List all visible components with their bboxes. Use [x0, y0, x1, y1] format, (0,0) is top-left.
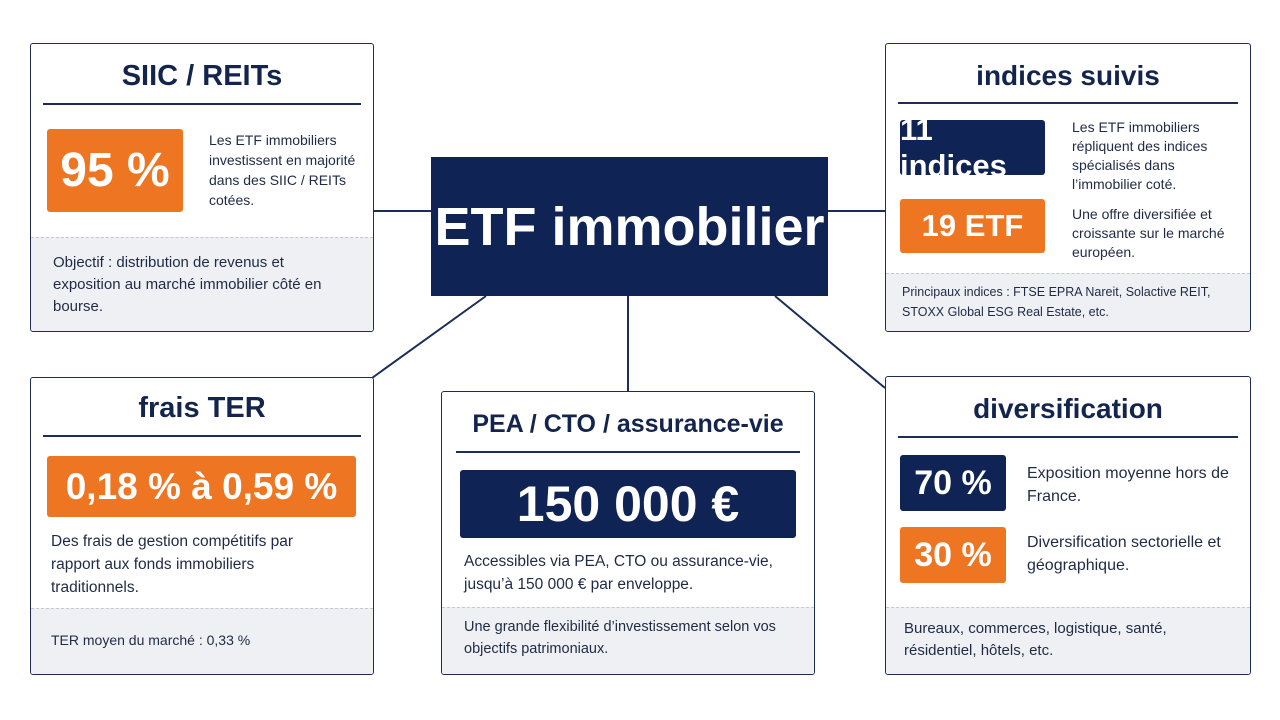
connector-ter: [372, 296, 486, 378]
center-title-box: [431, 157, 828, 296]
card-footer: [31, 237, 373, 331]
stat-badge-abroad: 70 %: [900, 455, 1006, 511]
card-frais-ter: [30, 377, 374, 675]
title-divider: [456, 451, 800, 453]
card-siic-reits: [30, 43, 374, 332]
title-divider: [43, 435, 361, 437]
card-footer: [442, 607, 814, 674]
title-divider: [43, 103, 361, 105]
title-divider: [898, 102, 1238, 104]
stat-badge-indices: 11 indices: [900, 120, 1045, 175]
stat-description-abroad: Exposition moyenne hors de France.: [1027, 465, 1229, 505]
title-divider: [898, 436, 1238, 438]
card-pea-cto-assurance-vie: [441, 391, 815, 675]
stat-badge: 0,18 % à 0,59 %: [47, 456, 356, 517]
stat-description: Les ETF immobiliers investissent en majorité dans des SIIC / REITs cotées.: [209, 132, 356, 208]
stat-description-indices: Les ETF immobiliers répliquent des indices spécialisés dans l’immobilier coté.: [1072, 119, 1208, 192]
stat-badge-sectoral: 30 %: [900, 527, 1006, 583]
card-title: PEA / CTO / assurance-vie: [472, 410, 784, 438]
footer-text: Objectif : distribution de revenus et exposition au marché immobilier côté en bourse.: [53, 254, 322, 315]
footer-text: Bureaux, commerces, logistique, santé, résidentiel, hôtels, etc.: [904, 620, 1167, 659]
stat-badge: 150 000 €: [460, 470, 796, 538]
stat-description-etf: Une offre diversifiée et croissante sur le marché européen.: [1072, 206, 1225, 260]
card-title: indices suivis: [976, 60, 1160, 91]
card-footer: [886, 607, 1250, 674]
center-title: ETF immobilier: [434, 196, 825, 257]
card-diversification: [885, 376, 1251, 675]
card-footer: [886, 273, 1250, 331]
card-indices-suivis: [885, 43, 1251, 332]
footer-text: Une grande flexibilité d’investissement selon vos objectifs patrimoniaux.: [464, 619, 776, 657]
stat-badge-etf: 19 ETF: [900, 199, 1045, 253]
stat-description-sectoral: Diversification sectorielle et géographique.: [1027, 534, 1221, 574]
footer-text: Principaux indices : FTSE EPRA Nareit, Solactive REIT, STOXX Global ESG Real Estate, etc.: [902, 285, 1211, 319]
card-title: SIIC / REITs: [121, 60, 283, 92]
card-title: diversification: [973, 393, 1163, 424]
card-footer: [31, 608, 373, 674]
footer-text: TER moyen du marché : 0,33 %: [51, 632, 251, 648]
stat-description: Des frais de gestion compétitifs par rapport aux fonds immobiliers traditionnels.: [51, 533, 294, 596]
stat-description: Accessibles via PEA, CTO ou assurance-vie, jusqu’à 150 000 € par enveloppe.: [464, 553, 773, 593]
connector-diversification: [775, 296, 885, 388]
stat-badge: 95 %: [47, 129, 183, 212]
card-title: frais TER: [138, 392, 266, 424]
